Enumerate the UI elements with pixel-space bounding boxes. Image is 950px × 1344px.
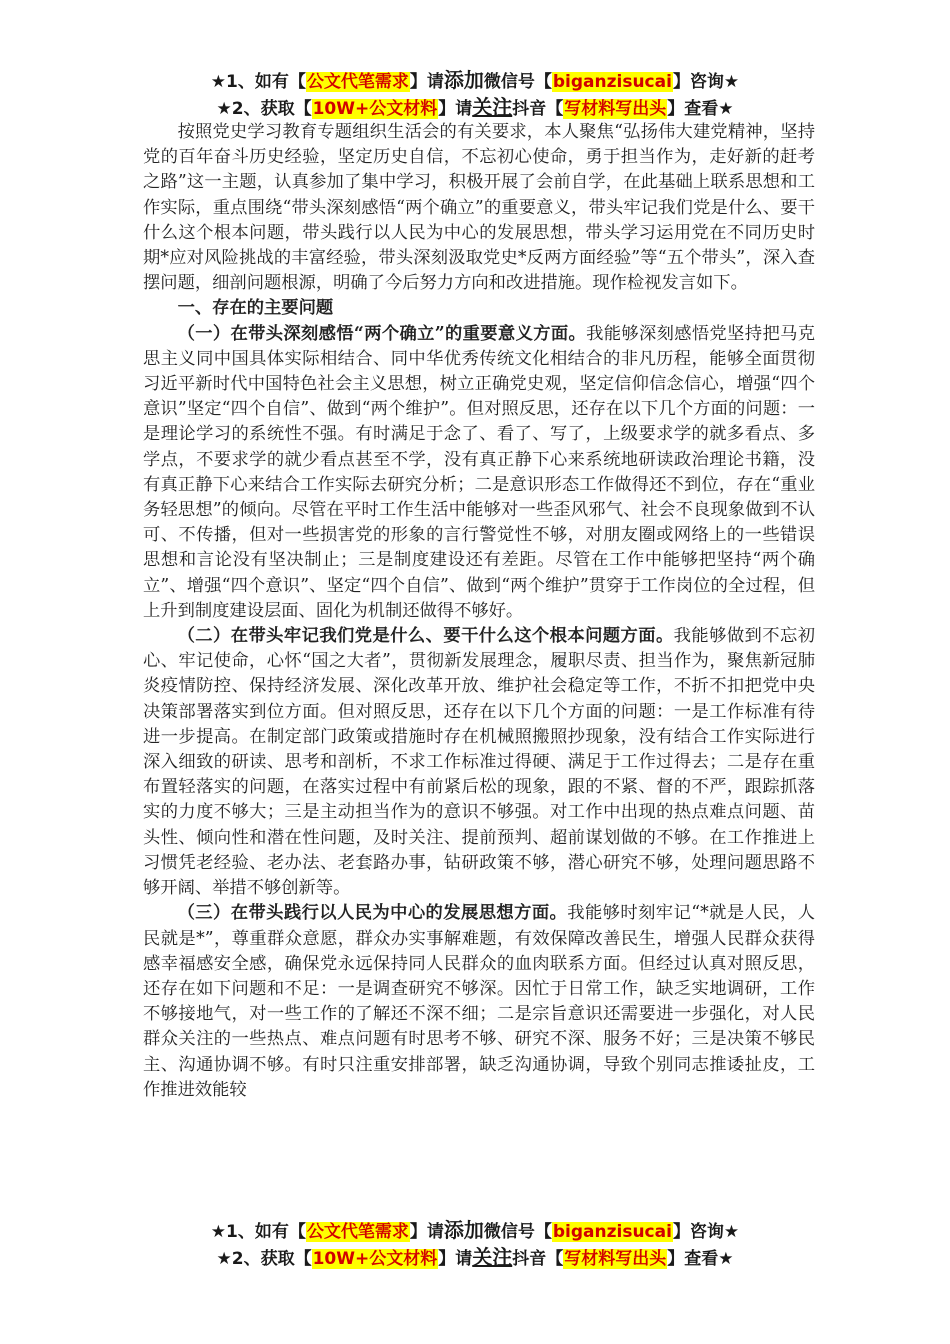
banner-highlight: 公文代笔需求 — [306, 1222, 409, 1242]
banner-text: 】请 — [438, 1249, 473, 1269]
banner-text: 】查看★ — [667, 99, 734, 119]
banner-highlight-wechat: biganzisucai — [552, 1222, 672, 1242]
banner-text: ★1、如有【 — [210, 1222, 306, 1242]
banner-text: 微信号【 — [483, 1222, 552, 1242]
promo-banner-top-line2 — [120, 93, 830, 123]
item-3-paragraph — [143, 901, 815, 1103]
banner-highlight-wechat: biganzisucai — [552, 72, 672, 92]
banner-emphasis: 关注 — [472, 1245, 513, 1269]
banner-text: 抖音【 — [512, 1249, 564, 1269]
item-1-title: （一）在带头深刻感悟“两个确立”的重要意义方面。 — [177, 323, 587, 344]
item-3-body: 我能够时刻牢记“*就是人民，人民就是*”，尊重群众意愿，群众办实事解难题，有效保障改善民生，增强人民群众获得感幸福感安全感，确保党永远保持同人民群众的血肉联系方面。但经过认真对照反思，还存在如下问题和不足：一是调查研究不够深。因忙于日常工作，缺乏实地调研，工作不够接地气，对一些工作的了解还不深不细；二是宗旨意识还需要进一步强化，对人民群众关注的一些热点、难点问题有时思考不够、研究不深、服务不好；三是决策不够民主、沟通协调不够。有时只注重安排部署，缺乏沟通协调，导致个别同志推诿扯皮，工作推进效能较 — [143, 903, 815, 1100]
banner-text: ★1、如有【 — [210, 72, 306, 92]
item-3-title: （三）在带头践行以人民为中心的发展思想方面。 — [177, 903, 568, 924]
banner-highlight: 10W+公文材料 — [312, 1249, 438, 1269]
banner-text: 】请 — [409, 1222, 444, 1242]
banner-text: ★2、获取【 — [216, 1249, 312, 1269]
section-heading: 一、存在的主要问题 — [177, 298, 334, 319]
promo-banner-bottom-line2 — [120, 1243, 830, 1273]
item-2-title: （二）在带头牢记我们党是什么、要干什么这个根本问题方面。 — [177, 626, 674, 647]
item-1-body: 我能够深刻感悟党坚持把马克思主义同中国具体实际相结合、同中华优秀传统文化相结合的非凡历程，能够全面贯彻习近平新时代中国特色社会主义思想，树立正确党史观，坚定信仰信念信心，增强“四个意识”坚定“四个自信”、做到“两个维护”。但对照反思，还存在以下几个方面的问题：一是理论学习的系统性不强。有时满足于念了、看了、写了，上级要求学的就多看点、多学点，不要求学的就少看点甚至不学，没有真正静下心来系统地研读政治理论书籍，没有真正静下心来结合工作实际去研究分析；二是意识形态工作做得还不到位，存在“重业务轻思想”的倾向。尽管在平时工作生活中能够对一些歪风邪气、社会不良现象做到不认可、不传播，但对一些损害党的形象的言行警觉性不够，对朋友圈或网络上的一些错误思想和言论没有坚决制止；三是制度建设还有差距。尽管在工作中能够把坚持“两个确立”、增强“四个意识”、坚定“四个自信”、做到“两个维护”贯穿于工作岗位的全过程，但上升到制度建设层面、固化为机制还做得不够好。 — [143, 323, 815, 621]
banner-highlight-douyin: 写材料写出头 — [564, 99, 667, 119]
intro-paragraph: 按照党史学习教育专题组织生活会的有关要求，本人聚焦“弘扬伟大建党精神，坚持党的百年奋斗历史经验，坚定历史自信，不忘初心使命，勇于担当作为，走好新的赶考之路”这一主题，认真参加了集中学习，积极开展了会前自学，在此基础上联系思想和工作实际，重点围绕“带头深刻感悟“两个确立”的重要意义，带头牢记我们党是什么、要干什么这个根本问题，带头践行以人民为中心的发展思想，带头学习运用党在不同历史时期*应对风险挑战的丰富经验，带头深刻汲取党史*反两方面经验”等“五个带头”，深入查摆问题，细剖问题根源，明确了今后努力方向和改进措施。现作检视发言如下。 — [143, 122, 815, 294]
banner-highlight-douyin: 写材料写出头 — [564, 1249, 667, 1269]
item-2-paragraph — [143, 624, 815, 901]
banner-emphasis: 添加 — [443, 1218, 484, 1242]
banner-text: 】请 — [409, 72, 444, 92]
banner-text: 】咨询★ — [672, 72, 740, 92]
banner-emphasis: 关注 — [472, 95, 513, 119]
item-2-body: 我能够做到不忘初心、牢记使命，心怀“国之大者”，贯彻新发展理念，履职尽责、担当作为，聚焦新冠肺炎疫情防控、保持经济发展、深化改革开放、维护社会稳定等工作，不折不扣把党中央决策部署落实到位方面。但对照反思，还存在以下几个方面的问题：一是工作标准有待进一步提高。在制定部门政策或措施时存在机械照搬照抄现象，没有结合工作实际进行深入细致的研读、思考和剖析，不求工作标准过得硬、满足于工作过得去；二是存在重布置轻落实的问题，在落实过程中有前紧后松的现象，跟的不紧、督的不严，跟踪抓落实的力度不够大；三是主动担当作为的意识不够强。对工作中出现的热点难点问题、苗头性、倾向性和潜在性问题，及时关注、提前预判、超前谋划做的不够。在工作推进上习惯凭老经验、老办法、老套路办事，钻研政策不够，潜心研究不够，处理问题思路不够开阔、举措不够创新等。 — [143, 626, 815, 899]
banner-highlight: 10W+公文材料 — [312, 99, 438, 119]
item-1-paragraph — [143, 322, 815, 624]
banner-highlight: 公文代笔需求 — [306, 72, 409, 92]
banner-emphasis: 添加 — [443, 68, 484, 92]
promo-banner-top-line1 — [120, 66, 830, 96]
banner-text: 】请 — [438, 99, 473, 119]
banner-text: 】咨询★ — [672, 1222, 740, 1242]
document-body — [143, 120, 815, 1103]
banner-text: 抖音【 — [512, 99, 564, 119]
promo-banner-bottom-line1 — [120, 1216, 830, 1246]
banner-text: ★2、获取【 — [216, 99, 312, 119]
banner-text: 微信号【 — [483, 72, 552, 92]
banner-text: 】查看★ — [667, 1249, 734, 1269]
